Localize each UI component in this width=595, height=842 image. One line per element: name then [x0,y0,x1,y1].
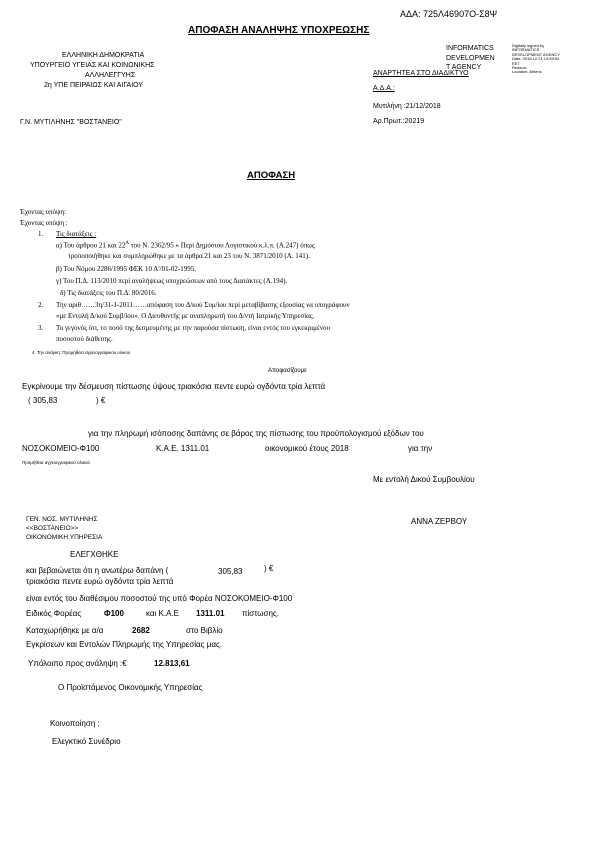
agency-value: Φ100 [104,609,124,618]
for-the-label: για την [408,444,433,453]
considering-line: Έχοντας υπόψη : [20,219,68,227]
confirm-currency: ) € [264,564,274,573]
considering-line: Έχοντας υπόψη: [20,208,66,216]
decide-label: Αποφασίζουμε [268,368,307,374]
finance-office-line: ΓΕΝ. ΝΟΣ. ΜΥΤΙΛΗΝΗΣ [26,516,98,523]
remaining-value: 12.813,61 [154,659,190,668]
confirm-line: και βεβαιώνεται ότι η ανωτέρω δαπάνη ( [26,566,169,575]
stamp-detail: Date: 2018.12.21 13:59:54 [512,56,560,62]
recorded-value: 2682 [132,626,150,635]
book-label: στο Βιβλίο [186,626,223,635]
item-line: Το γεγονός ότι, το ποσό της δεσμευμένης με την παρούσα πίστωση, είναι εντός του εγκεκριμένου [56,324,330,332]
item-line: ποσοστού διάθεσης. [56,335,113,343]
stamp-detail: INFORMATICS [512,47,540,53]
board-order: Με εντολή Δικού Συμβουλίου [373,475,475,484]
stamp-line: T AGENCY [446,64,482,71]
book-line: Εγκρίσεων και Εντολών Πληρωμής της Υπηρεσίας μας. [26,640,223,649]
item-line [56,241,315,249]
finance-office-line: ΟΙΚΟΝΟΜΙΚΗ ΥΠΗΡΕΣΙΑ [26,534,103,541]
finance-head-title: Ο Προϊστάμενος Οικονομικής Υπηρεσίας [58,683,203,692]
signature-stamp-details [512,44,560,75]
amount-words: τριακόσια πεντε ευρώ ογδόντα τρία λεπτά [26,577,174,586]
item-line: δ) Τις διατάξεις του Π.Δ. 80/2016. [60,289,157,297]
budget-entity: ΝΟΣΟΚΟΜΕΙΟ-Φ100 [22,444,100,453]
notification-recipient: Ελεγκτικό Συνέδριο [52,737,121,746]
budget-kae: Κ.Α.Ε. 1311.01 [156,444,210,453]
approval-amount: ( 305,83 [28,396,58,405]
stamp-line: DEVELOPMEN [446,54,495,62]
hospital-name: Γ.Ν. ΜΥΤΙΛΗΝΗΣ "ΒΟΣΤΑΝΕΙΟ" [20,119,122,126]
purpose-text: Προμήθεια αγγειογραφικού υλικού [22,460,90,465]
finance-office-block [26,515,102,542]
signature-stamp [446,44,495,73]
item-line: «με Εντολή Δ/κού Συμβ/ίου». Ο Διευθυντής με αναπληρωτή του Δ/ντή Ιατρικής Υπηρεσίας. [56,312,315,320]
stamp-detail: Reason: [512,65,527,71]
checked-label: ΕΛΕΓΧΘΗΚΕ [70,550,119,559]
org-line: ΕΛΛΗΝΙΚΗ ΔΗΜΟΚΡΑΤΙΑ [62,52,145,59]
payment-line: για την πληρωμή ισόποσης δαπάνης σε βάρος της πίστωσης του προϋπολογισμού εξόδων του [88,429,424,438]
item-text: α) Του άρθρου 21 και 22 [56,241,126,250]
signatory-name: ΑΝΝΑ ΖΕΡΒΟΥ [411,517,468,526]
item-line: γ) Του Π.Δ. 113/2010 περί αναλήψεως υποχρεώσεων από τους Διατάκτες (Α.194). [56,277,288,285]
stamp-line: INFORMATICS [446,45,494,52]
finance-office-line: <<ΒΟΣΤΑΝΕΙΟ>> [26,525,79,532]
post-online-label: ΑΝΑΡΤΗΤΕΑ ΣΤΟ ΔΙΑΔΙΚΤΥΟ [373,70,469,77]
document-date: Μυτιλήνη :21/12/2018 [373,103,441,110]
item-superscript: Α [125,241,129,246]
document-title: ΑΠΟΦΑΣΗ ΑΝΑΛΗΨΗΣ ΥΠΟΧΡΕΩΣΗΣ [188,25,370,36]
recorded-label: Καταχωρήθηκε με α/α [26,626,104,635]
kae-value: 1311.01 [196,609,225,618]
item-text: του Ν. 2362/95 « Περί Δημόσιου Λογιστικού κ.λ.π. (Α.247) όπως [130,241,315,250]
stamp-detail: EET [512,60,520,66]
kae-label: και Κ.Α.Ε [146,609,179,618]
agency-label: Ειδικός Φορέας [26,609,82,618]
item-number: 2. [38,301,44,309]
fiscal-year: οικονομικού έτους 2018 [265,444,349,453]
org-line: ΑΛΛΗΛΕΓΓΥΗΣ [85,72,136,79]
remaining-label: Υπόλοιπο προς ανάληψη :€ [28,659,127,668]
protocol-number: Αρ.Πρωτ.:20219 [373,118,425,125]
approval-currency: ) € [96,396,106,405]
stamp-detail: Location: Athens [512,69,542,75]
notification-label: Κοινοποίηση : [50,719,100,728]
item-line: τροποποιήθηκε και συμπληρώθηκε με τα άρθρα 21 και 23 του Ν. 3871/2010 (Α. 141). [68,252,310,260]
decision-title: ΑΠΟΦΑΣΗ [247,170,296,181]
item-line: Την αριθ……3η/31-1-2011……απόφαση του Δ/κού Συμ/ίου περί μεταβίβασης εξουσίας να υπογράφουν [56,301,350,309]
item-number: 3. [38,324,44,332]
item-title: Τις διατάξεις : [56,230,97,238]
confirm-amount: 305,83 [218,567,243,576]
item-number: 1. [38,230,44,238]
ada-label: Α.Δ.Α.: [373,85,395,92]
credit-label: πίστωσης. [242,609,279,618]
approval-line: Εγκρίνουμε την δέσμευση πίστωσης ύψους τριακόσια πεντε ευρώ ογδόντα τρία λεπτά [22,382,326,391]
within-budget-line: είναι εντός του διαθέσιμου ποσοστού της υπό Φορέα ΝΟΣΟΚΟΜΕΙΟ-Φ100 [26,594,293,603]
org-line: 2η ΥΠΕ ΠΕΙΡΑΙΩΣ ΚΑΙ ΑΙΓΑΙΟΥ [44,82,144,89]
ada-code: ΑΔΑ: 725Λ46907Ο-Σ8Ψ [400,9,498,19]
item-need: 4. Την ανάγκη: Προμήθεια αγγειογραφικου υλικου [32,350,131,355]
item-line: β) Του Νόμου 2286/1995 ΦΕΚ 10 Α'/01-02-1995. [56,265,196,273]
stamp-detail: DEVELOPMENT AGENCY [512,51,560,57]
org-line: ΥΠΟΥΡΓΕΙΟ ΥΓΕΙΑΣ ΚΑΙ ΚΟΙΝΩΝΙΚΗΣ [30,62,155,69]
stamp-detail: Digitally signed by [512,43,545,48]
